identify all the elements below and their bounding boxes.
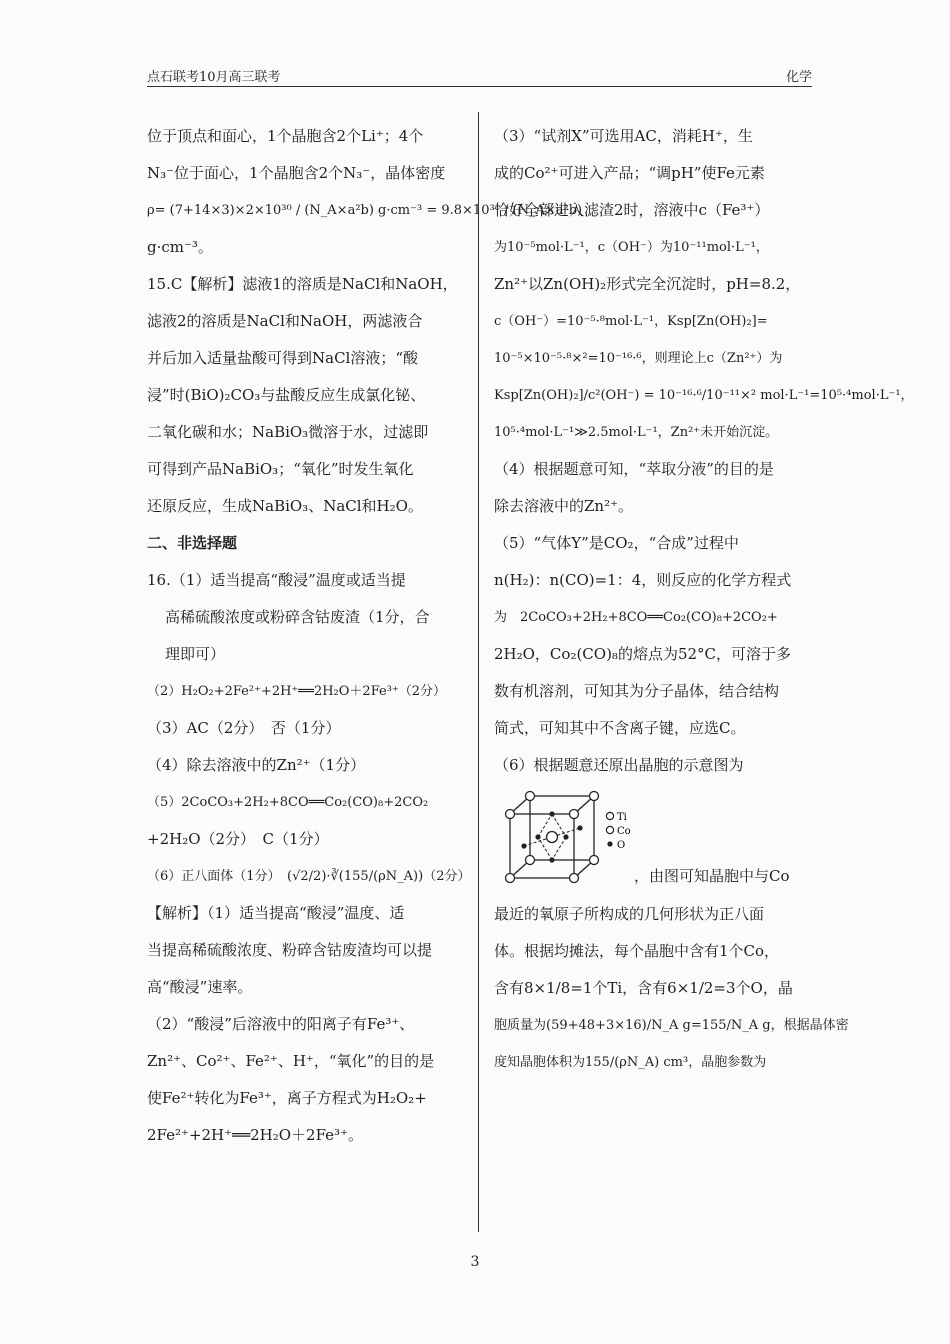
left-column bbox=[147, 118, 583, 1154]
crystal-cell-figure bbox=[494, 784, 814, 896]
text-line: 可得到产品NaBiO₃；“氧化”时发生氧化 bbox=[147, 460, 414, 478]
text-line: 最近的氧原子所构成的几何形状为正八面 bbox=[494, 905, 765, 923]
page-header bbox=[147, 64, 812, 87]
text-line: 二氧化碳和水；NaBiO₃微溶于水，过滤即 bbox=[147, 423, 429, 441]
text-line: 简式，可知其中不含离子键，应选C。 bbox=[494, 719, 746, 737]
density-formula: ρ= (7+14×3)×2×10³⁰ / (N_A×a²b) g·cm⁻³ = 9.8×10³¹ / (N_A×a²b) bbox=[147, 203, 583, 218]
text-line: 还原反应，生成NaBiO₃、NaCl和H₂O。 bbox=[147, 497, 423, 515]
text-line: ，由图可知晶胞中与Co bbox=[634, 867, 790, 885]
answer-item: （2）H₂O₂+2Fe²⁺+2H⁺══2H₂O＋2Fe³⁺（2分） bbox=[147, 684, 447, 699]
text-line: c（OH⁻）=10⁻⁵·⁸mol·L⁻¹，Ksp[Zn(OH)₂]= bbox=[494, 314, 768, 329]
exam-title: 点石联考10月高三联考 bbox=[147, 70, 281, 85]
text-line: 理即可） bbox=[165, 645, 226, 663]
text-line: 为10⁻⁵mol·L⁻¹，c（OH⁻）为10⁻¹¹mol·L⁻¹， bbox=[494, 240, 769, 255]
text-line: （5）“气体Y”是CO₂，“合成”过程中 bbox=[494, 534, 739, 552]
answer-item: （6）正八面体（1分） (√2/2)·∛(155/(ρN_A))（2分） bbox=[147, 869, 471, 884]
text-line: 并后加入适量盐酸可得到NaCl溶液；“酸 bbox=[147, 349, 419, 367]
crystal-cell-diagram bbox=[494, 784, 644, 896]
right-column bbox=[494, 118, 914, 1081]
question-15-answer: 15.C【解析】滤液1的溶质是NaCl和NaOH， bbox=[147, 275, 458, 293]
section-heading: 二、非选择题 bbox=[147, 534, 238, 552]
text-line: （2）“酸浸”后溶液中的阳离子有Fe³⁺、 bbox=[147, 1015, 415, 1033]
text-line: n(H₂)：n(CO)=1：4，则反应的化学方程式 bbox=[494, 571, 792, 589]
text-line: 浸”时(BiO)₂CO₃与盐酸反应生成氯化铋、 bbox=[147, 386, 426, 404]
legend-ti: Ti bbox=[617, 812, 627, 823]
text-line: Zn²⁺、Co²⁺、Fe²⁺、H⁺，“氧化”的目的是 bbox=[147, 1052, 435, 1070]
text-line: （4）根据题意可知，“萃取分液”的目的是 bbox=[494, 460, 774, 478]
text-line: 10⁵·⁴mol·L⁻¹≫2.5mol·L⁻¹，Zn²⁺未开始沉淀。 bbox=[494, 425, 779, 440]
legend-co: Co bbox=[617, 826, 631, 837]
answer-item: （4）除去溶液中的Zn²⁺（1分） bbox=[147, 756, 366, 774]
text-line: 成的Co²⁺可进入产品；“调pH”使Fe元素 bbox=[494, 164, 765, 182]
text-line: 滤液2的溶质是NaCl和NaOH，两滤液合 bbox=[147, 312, 423, 330]
text-line: 除去溶液中的Zn²⁺。 bbox=[494, 497, 634, 515]
text-line: +2H₂O（2分） C（1分） bbox=[147, 830, 329, 848]
text-line: 2H₂O，Co₂(CO)₈的熔点为52°C，可溶于多 bbox=[494, 645, 792, 663]
text-line: 高稀硫酸浓度或粉碎含钴废渣（1分，合 bbox=[165, 608, 430, 626]
volume-formula: 度知晶胞体积为155/(ρN_A) cm³，晶胞参数为 bbox=[494, 1055, 767, 1070]
text-line: 含有8×1/8=1个Ti，含有6×1/2=3个O，晶 bbox=[494, 979, 793, 997]
text-line: 高“酸浸”速率。 bbox=[147, 978, 253, 996]
text-line: 体。根据均摊法，每个晶胞中含有1个Co， bbox=[494, 942, 780, 960]
ksp-formula: Ksp[Zn(OH)₂]/c²(OH⁻) = 10⁻¹⁶·⁶/10⁻¹¹×² mol·L⁻¹=10⁵·⁴mol·L⁻¹， bbox=[494, 388, 914, 403]
answer-item: （5）2CoCO₃+2H₂+8CO══Co₂(CO)₈+2CO₂ bbox=[147, 795, 429, 810]
page-number: 3 bbox=[470, 1254, 480, 1270]
text-line: 数有机溶剂，可知其为分子晶体，结合结构 bbox=[494, 682, 780, 700]
text-line: （6）根据题意还原出晶胞的示意图为 bbox=[494, 756, 744, 774]
answer-item: （3）AC（2分） 否（1分） bbox=[147, 719, 341, 737]
text-line: N₃⁻位于面心，1个晶胞含2个N₃⁻，晶体密度 bbox=[147, 164, 446, 182]
text-line: 位于顶点和面心，1个晶胞含2个Li⁺；4个 bbox=[147, 127, 424, 145]
equation-line: 为 2CoCO₃+2H₂+8CO══Co₂(CO)₈+2CO₂+ bbox=[494, 610, 778, 625]
subject-label: 化学 bbox=[785, 70, 812, 85]
text-line: 使Fe²⁺转化为Fe³⁺，离子方程式为H₂O₂+ bbox=[147, 1089, 427, 1107]
text-line: 10⁻⁵×10⁻⁵·⁸×²=10⁻¹⁶·⁶，则理论上c（Zn²⁺）为 bbox=[494, 351, 783, 366]
text-line: 2Fe²⁺+2H⁺══2H₂O＋2Fe³⁺。 bbox=[147, 1126, 363, 1144]
text-line: Zn²⁺以Zn(OH)₂形式完全沉淀时，pH=8.2， bbox=[494, 275, 801, 293]
text-line: 当提高稀硫酸浓度、粉碎含钴废渣均可以提 bbox=[147, 941, 433, 959]
question-16-answer: 16.（1）适当提高“酸浸”温度或适当提 bbox=[147, 571, 406, 589]
legend-o: O bbox=[617, 840, 626, 851]
text-line: （3）“试剂X”可选用AC，消耗H⁺，生 bbox=[494, 127, 753, 145]
analysis-heading-line: 【解析】（1）适当提高“酸浸”温度、适 bbox=[147, 904, 405, 922]
mass-formula: 胞质量为(59+48+3×16)/N_A g=155/N_A g，根据晶体密 bbox=[494, 1018, 849, 1033]
text-line: 恰好全部进入滤渣2时，溶液中c（Fe³⁺） bbox=[494, 201, 770, 219]
text-line: g·cm⁻³。 bbox=[147, 238, 213, 256]
column-divider bbox=[478, 112, 479, 1232]
